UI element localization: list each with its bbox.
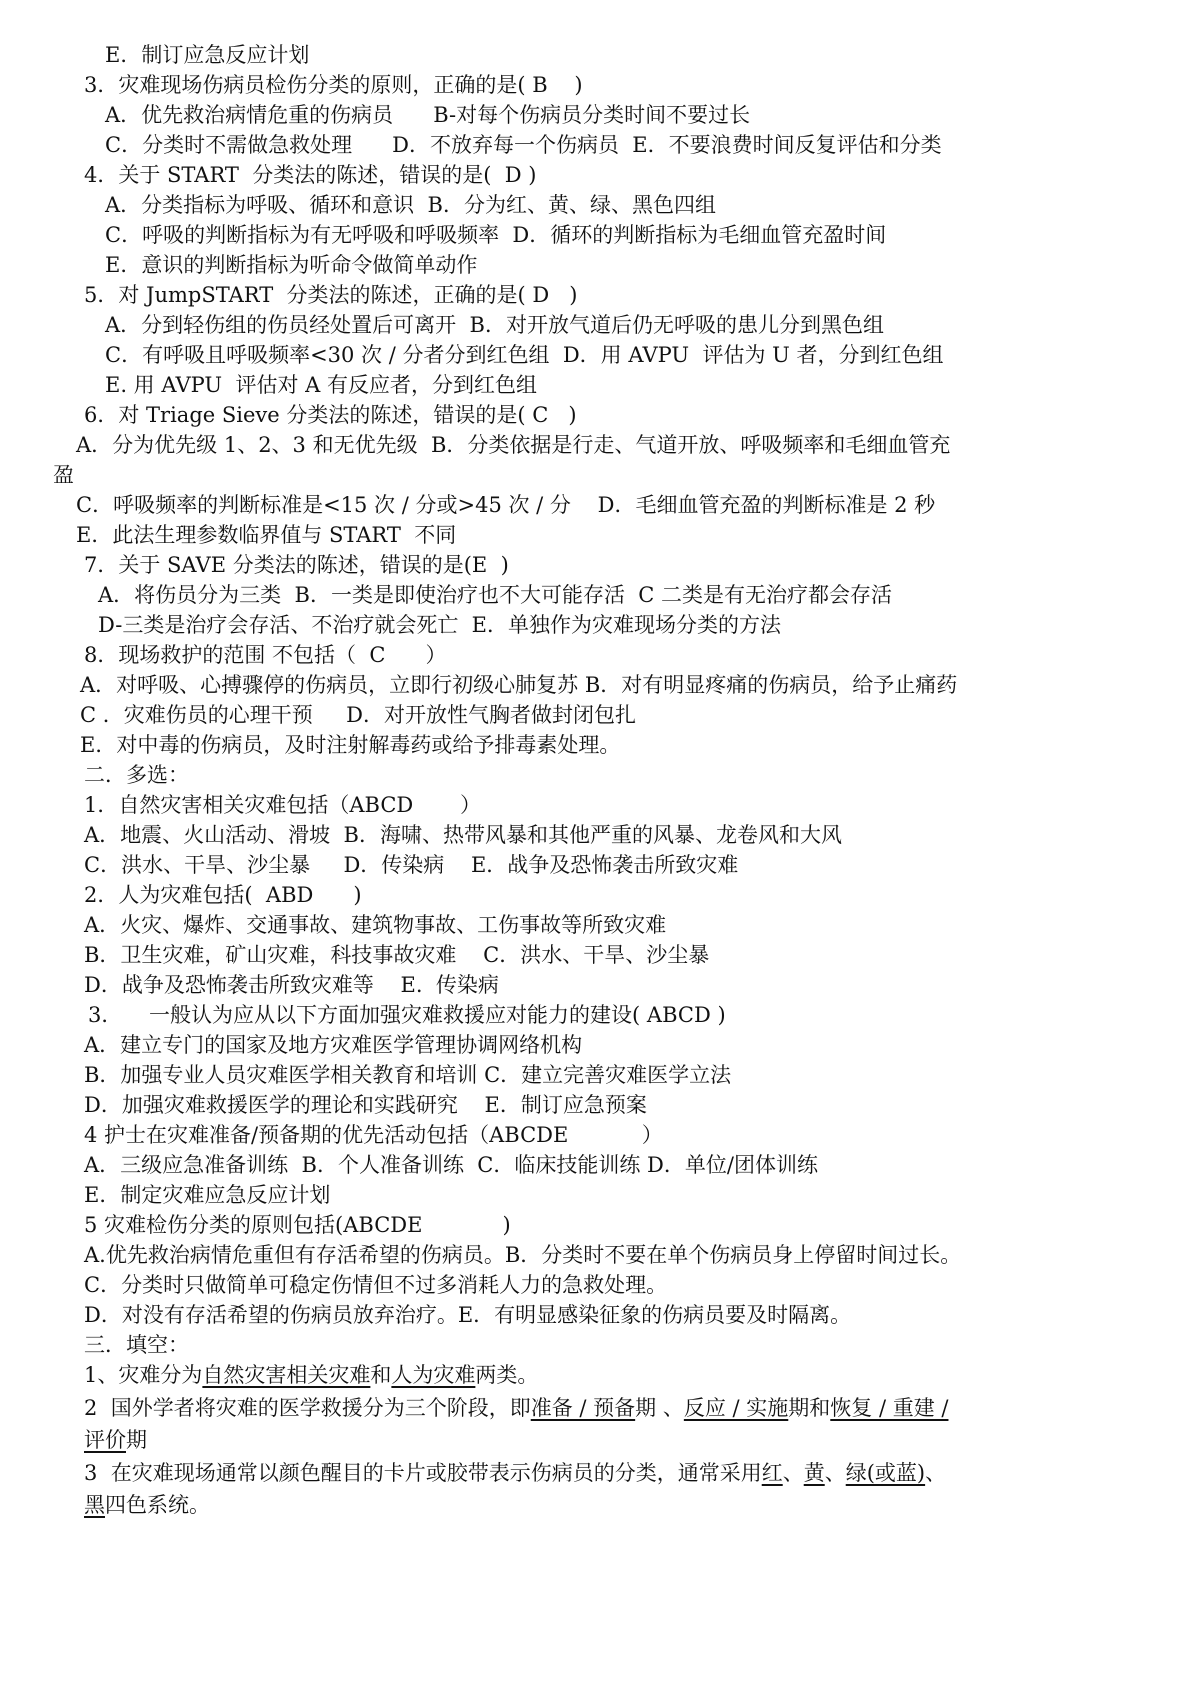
option-line: A．建立专门的国家及地方灾难医学管理协调网络机构 bbox=[84, 1033, 583, 1057]
option-line: E．制定灾难应急反应计划 bbox=[84, 1183, 331, 1207]
option-line: A．分类指标为呼吸、循环和意识 B．分为红、黄、绿、黑色四组 bbox=[105, 193, 716, 217]
fill-answer: 红 bbox=[761, 1461, 783, 1485]
text-line: E．制订应急反应计划 bbox=[105, 43, 310, 67]
option-line: D-三类是治疗会存活、不治疗就会死亡 E．单独作为灾难现场分类的方法 bbox=[98, 613, 781, 637]
option-line: A．三级应急准备训练 B．个人准备训练 C．临床技能训练 D．单位/团体训练 bbox=[84, 1153, 818, 1177]
option-line: D．战争及恐怖袭击所致灾难等 E. 传染病 bbox=[84, 973, 499, 997]
option-line: C．分类时只做简单可稳定伤情但不过多消耗人力的急救处理。 bbox=[84, 1273, 668, 1297]
fill-text: 1、灾难分为 bbox=[84, 1363, 203, 1387]
fill-answer: 黑 bbox=[84, 1493, 105, 1517]
fill-text: 四色系统。 bbox=[105, 1493, 210, 1517]
option-line: D．加强灾难救援医学的理论和实践研究 E．制订应急预案 bbox=[84, 1093, 647, 1117]
option-line: A．地震、火山活动、滑坡 B．海啸、热带风暴和其他严重的风暴、龙卷风和大风 bbox=[84, 823, 842, 847]
option-line: B．加强专业人员灾难医学相关教育和培训 C．建立完善灾难医学立法 bbox=[84, 1063, 732, 1087]
fill-text: 3 在灾难现场通常以颜色醒目的卡片或胶带表示伤病员的分类，通常采用 bbox=[84, 1461, 762, 1485]
option-line: C．有呼吸且呼吸频率<30 次 / 分者分到红色组 D．用 AVPU 评估为 U 者，分到红色组 bbox=[105, 343, 944, 367]
option-line: A.优先救治病情危重但有存活希望的伤病员。B．分类时不要在单个伤病员身上停留时间过长。 bbox=[84, 1243, 962, 1267]
option-line: A．分为优先级 1、2、3 和无优先级 B．分类依据是行走、气道开放、呼吸频率和毛细血管充 bbox=[76, 433, 951, 457]
section-heading: 二．多选： bbox=[84, 763, 189, 787]
option-line: A．分到轻伤组的伤员经处置后可离开 B．对开放气道后仍无呼吸的患儿分到黑色组 bbox=[105, 313, 884, 337]
option-line: A．火灾、爆炸、交通事故、建筑物事故、工伤事故等所致灾难 bbox=[84, 913, 667, 937]
fill-text: 和 bbox=[370, 1363, 392, 1387]
question-line: 3．灾难现场伤病员检伤分类的原则，正确的是( B ) bbox=[84, 73, 583, 97]
option-line: A．对呼吸、心搏骤停的伤病员，立即行初级心肺复苏 B．对有明显疼痛的伤病员，给予止痛药 bbox=[80, 673, 958, 697]
fill-text: 、 bbox=[824, 1461, 846, 1485]
section-heading: 三．填空： bbox=[84, 1333, 189, 1357]
option-line: E．对中毒的伤病员，及时注射解毒药或给予排毒素处理。 bbox=[80, 733, 621, 757]
fill-answer: 反应 / 实施 bbox=[683, 1396, 789, 1420]
option-line: C．洪水、干旱、沙尘暴 D．传染病 E．战争及恐怖袭击所致灾难 bbox=[84, 853, 739, 877]
fill-question-2-cont bbox=[84, 1425, 147, 1455]
option-line: C ．灾难伤员的心理干预 D．对开放性气胸者做封闭包扎 bbox=[80, 703, 636, 727]
option-line: C．呼吸频率的判断标准是<15 次 / 分或>45 次 / 分 D．毛细血管充盈的判断标准是 2 秒 bbox=[76, 493, 936, 517]
option-line: A．将伤员分为三类 B．一类是即使治疗也不大可能存活 C 二类是有无治疗都会存活 bbox=[98, 583, 893, 607]
fill-text: 期 、 bbox=[635, 1396, 684, 1420]
fill-answer: 黄 bbox=[803, 1461, 825, 1485]
fill-answer: 恢复 / 重建 / bbox=[830, 1396, 949, 1420]
option-line: B．卫生灾难，矿山灾难，科技事故灾难 C．洪水、干旱、沙尘暴 bbox=[84, 943, 710, 967]
question-line: 6．对 Triage Sieve 分类法的陈述，错误的是( C ) bbox=[84, 403, 577, 427]
question-line: 5．对 JumpSTART 分类法的陈述，正确的是( D ) bbox=[84, 283, 578, 307]
fill-question-1 bbox=[84, 1360, 538, 1390]
option-line: E．此法生理参数临界值与 START 不同 bbox=[76, 523, 457, 547]
fill-text: 、 bbox=[925, 1461, 947, 1485]
question-line: 8．现场救护的范围 不包括（ C ） bbox=[84, 643, 447, 667]
fill-text: 2 国外学者将灾难的医学救援分为三个阶段，即 bbox=[84, 1396, 531, 1420]
fill-question-2 bbox=[84, 1393, 948, 1423]
question-line: 2．人为灾难包括( ABD ) bbox=[84, 883, 362, 907]
fill-answer: 绿(或蓝) bbox=[845, 1461, 926, 1485]
option-line: C．呼吸的判断指标为有无呼吸和呼吸频率 D．循环的判断指标为毛细血管充盈时间 bbox=[105, 223, 887, 247]
question-line: 4 护士在灾难准备/预备期的优先活动包括（ABCDE ） bbox=[84, 1123, 663, 1147]
fill-answer: 评价 bbox=[84, 1428, 126, 1452]
fill-answer: 自然灾害相关灾难 bbox=[202, 1363, 371, 1387]
fill-text: 期和 bbox=[788, 1396, 831, 1420]
question-line: 1．自然灾害相关灾难包括（ABCD ） bbox=[84, 793, 481, 817]
fill-question-3 bbox=[84, 1458, 946, 1488]
question-line: 7．关于 SAVE 分类法的陈述，错误的是(E ) bbox=[84, 553, 509, 577]
question-line: 5 灾难检伤分类的原则包括(ABCDE ) bbox=[84, 1213, 511, 1237]
option-line: 盈 bbox=[53, 463, 74, 487]
option-line: C．分类时不需做急救处理 D．不放弃每一个伤病员 E．不要浪费时间反复评估和分类 bbox=[105, 133, 942, 157]
fill-text: 两类。 bbox=[475, 1363, 539, 1387]
option-line: E. 用 AVPU 评估对 A 有反应者，分到红色组 bbox=[105, 373, 537, 397]
option-line: E．意识的判断指标为听命令做简单动作 bbox=[105, 253, 478, 277]
fill-text: 期 bbox=[126, 1428, 147, 1452]
fill-answer: 人为灾难 bbox=[391, 1363, 476, 1387]
fill-answer: 准备 / 预备 bbox=[530, 1396, 636, 1420]
fill-question-3-cont bbox=[84, 1490, 210, 1520]
question-line: 4．关于 START 分类法的陈述，错误的是( D ) bbox=[84, 163, 537, 187]
option-line: A．优先救治病情危重的伤病员 B-对每个伤病员分类时间不要过长 bbox=[105, 103, 751, 127]
fill-text: 、 bbox=[782, 1461, 804, 1485]
option-line: D．对没有存活希望的伤病员放弃治疗。E．有明显感染征象的伤病员要及时隔离。 bbox=[84, 1303, 852, 1327]
question-line: 3． 一般认为应从以下方面加强灾难救援应对能力的建设( ABCD ) bbox=[88, 1003, 726, 1027]
